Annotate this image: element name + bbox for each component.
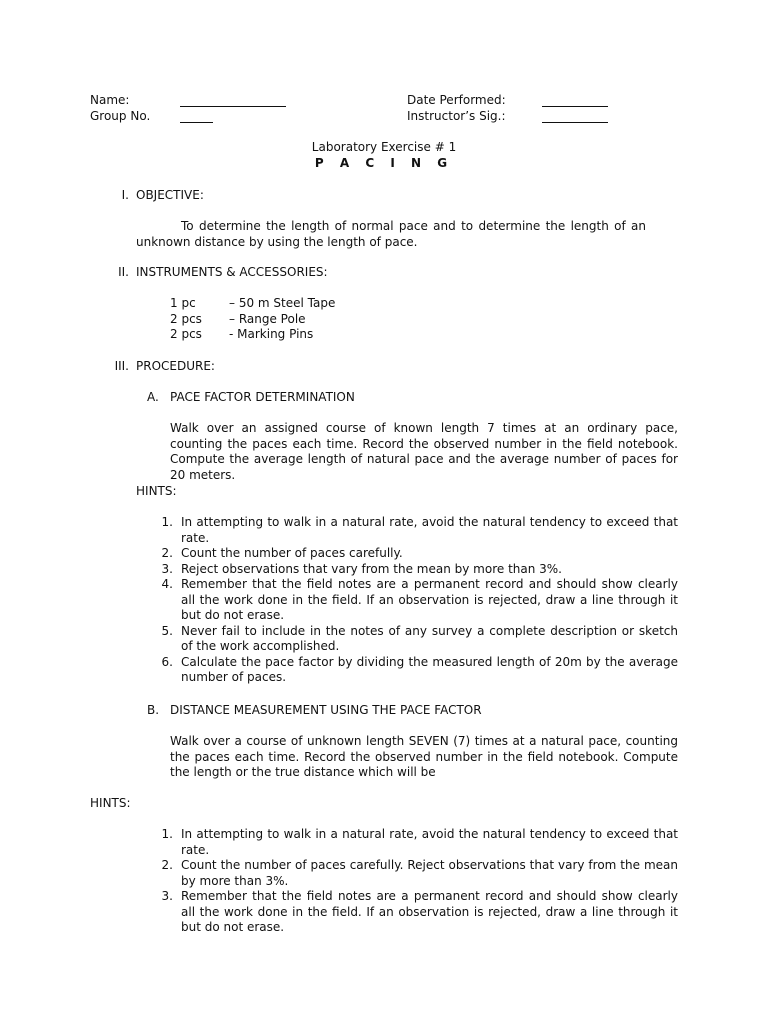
- subsection-b-letter: B.: [147, 703, 160, 717]
- date-label: Date Performed:: [407, 93, 506, 107]
- list-item: 1. In attempting to walk in a natural rate, avoid the natural tendency to exceed that rate.: [161, 827, 678, 857]
- date-blank[interactable]: [542, 94, 608, 107]
- instrument-qty: 2 pcs: [170, 327, 202, 341]
- list-item: 2. Count the number of paces carefully. Reject observations that vary from the mean by more than 3%.: [161, 858, 678, 888]
- instrument-qty: 1 pc: [170, 296, 196, 310]
- group-blank[interactable]: [180, 110, 213, 123]
- subsection-a-heading: PACE FACTOR DETERMINATION: [170, 390, 355, 404]
- subsection-b-heading: DISTANCE MEASUREMENT USING THE PACE FACTOR: [170, 703, 482, 717]
- name-blank[interactable]: [180, 94, 286, 107]
- hints-b-label: HINTS:: [90, 796, 131, 810]
- list-item: 4. Remember that the field notes are a permanent record and should show clearly all the work done in the field. If an observation is rejected, draw a line through it but do not erase.: [161, 577, 678, 622]
- list-item: 1. In attempting to walk in a natural rate, avoid the natural tendency to exceed that rate.: [161, 515, 678, 545]
- objective-text: To determine the length of normal pace and to determine the length of an unknown distance by using the length of pace.: [136, 219, 646, 249]
- instrument-desc: - Marking Pins: [229, 327, 314, 341]
- list-item: 6. Calculate the pace factor by dividing the measured length of 20m by the average number of paces.: [161, 654, 678, 684]
- name-label: Name:: [90, 93, 130, 107]
- list-item: 5. Never fail to include in the notes of any survey a complete description or sketch of the work accomplished.: [161, 623, 678, 653]
- objective-numeral: I.: [121, 188, 129, 202]
- procedure-heading: PROCEDURE:: [136, 359, 215, 373]
- signature-label: Instructor’s Sig.:: [407, 109, 506, 123]
- hints-a-list: [155, 515, 678, 686]
- hints-a-label: HINTS:: [136, 484, 177, 498]
- instrument-desc: – 50 m Steel Tape: [229, 296, 336, 310]
- subsection-a-letter: A.: [147, 390, 159, 404]
- procedure-numeral: III.: [114, 359, 129, 373]
- instrument-qty: 2 pcs: [170, 312, 202, 326]
- exercise-title: P A C I N G: [314, 156, 454, 170]
- list-item: 2. Count the number of paces carefully.: [161, 546, 403, 560]
- list-item: 3. Reject observations that vary from the mean by more than 3%.: [161, 561, 562, 576]
- subsection-a-text: Walk over an assigned course of known length 7 times at an ordinary pace, counting the paces each time. Record the observed number in the field notebook. Compute the average length of natural pace and the average number of paces for 20 meters.: [170, 421, 678, 482]
- exercise-number: Laboratory Exercise # 1: [311, 140, 457, 154]
- list-item: 3. Remember that the field notes are a permanent record and should show clearly all the work done in the field. If an observation is rejected, draw a line through it but do not erase.: [161, 889, 678, 934]
- objective-heading: OBJECTIVE:: [136, 188, 204, 202]
- group-label: Group No.: [90, 109, 151, 123]
- signature-blank[interactable]: [542, 110, 608, 123]
- hints-b-list: [155, 827, 678, 936]
- subsection-b-text: Walk over a course of unknown length SEVEN (7) times at a natural pace, counting the paces each time. Record the observed number in the field notebook. Compute the length or the true distance which will be: [170, 734, 678, 779]
- instruments-numeral: II.: [118, 265, 129, 279]
- instrument-desc: – Range Pole: [229, 312, 306, 326]
- instruments-heading: INSTRUMENTS & ACCESSORIES:: [136, 265, 328, 279]
